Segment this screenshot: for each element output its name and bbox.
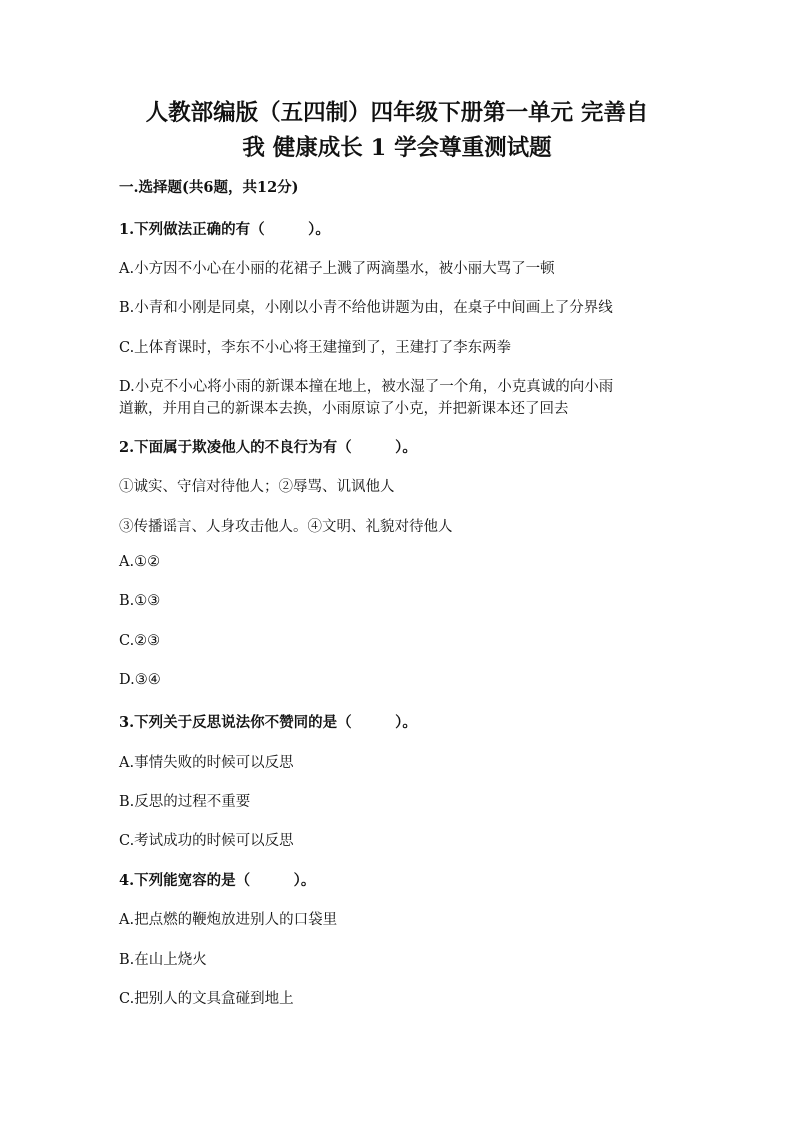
question-1-option-b: B.小青和小刚是同桌，小刚以小青不给他讲题为由，在桌子中间画上了分界线 xyxy=(119,300,613,316)
question-2-statement-1: ①诚实、守信对待他人；②辱骂、讥讽他人 xyxy=(119,479,395,495)
section-heading: 一.选择题(共6题，共12分) xyxy=(119,179,299,196)
question-4-option-a: A.把点燃的鞭炮放进别人的口袋里 xyxy=(119,912,338,928)
question-1-option-c: C.上体育课时，李东不小心将王建撞到了，王建打了李东两拳 xyxy=(119,340,512,356)
question-1-option-d-line1: D.小克不小心将小雨的新课本撞在地上，被水湿了一个角，小克真诚的向小雨 xyxy=(119,379,614,395)
question-2-stem: 2.下面属于欺凌他人的不良行为有（ ）。 xyxy=(119,439,417,456)
document-title xyxy=(90,96,704,166)
question-3-option-a: A.事情失败的时候可以反思 xyxy=(119,755,294,771)
question-3-option-b: B.反思的过程不重要 xyxy=(119,794,251,810)
question-2-option-b: B.①③ xyxy=(119,593,161,609)
question-1-option-a: A.小方因不小心在小丽的花裙子上溅了两滴墨水，被小丽大骂了一顿 xyxy=(119,261,555,277)
question-2-option-d: D.③④ xyxy=(119,672,161,688)
question-2-statement-2: ③传播谣言、人身攻击他人。④文明、礼貌对待他人 xyxy=(119,519,453,535)
title-line-2: 我 健康成长 1 学会尊重测试题 xyxy=(242,135,552,161)
question-3-stem: 3.下列关于反思说法你不赞同的是（ ）。 xyxy=(119,714,417,731)
question-4-stem: 4.下列能宽容的是（ ）。 xyxy=(119,872,316,889)
title-line-1: 人教部编版（五四制）四年级下册第一单元 完善自 xyxy=(145,100,649,126)
question-3-option-c: C.考试成功的时候可以反思 xyxy=(119,833,294,849)
question-1-option-d-line2: 道歉，并用自己的新课本去换，小雨原谅了小克，并把新课本还了回去 xyxy=(119,401,569,417)
question-4-option-c: C.把别人的文具盒碰到地上 xyxy=(119,991,294,1007)
question-2-option-c: C.②③ xyxy=(119,633,161,649)
question-2-option-a: A.①② xyxy=(119,554,161,570)
question-4-option-b: B.在山上烧火 xyxy=(119,952,207,968)
question-1-stem: 1.下列做法正确的有（ ）。 xyxy=(119,221,330,238)
